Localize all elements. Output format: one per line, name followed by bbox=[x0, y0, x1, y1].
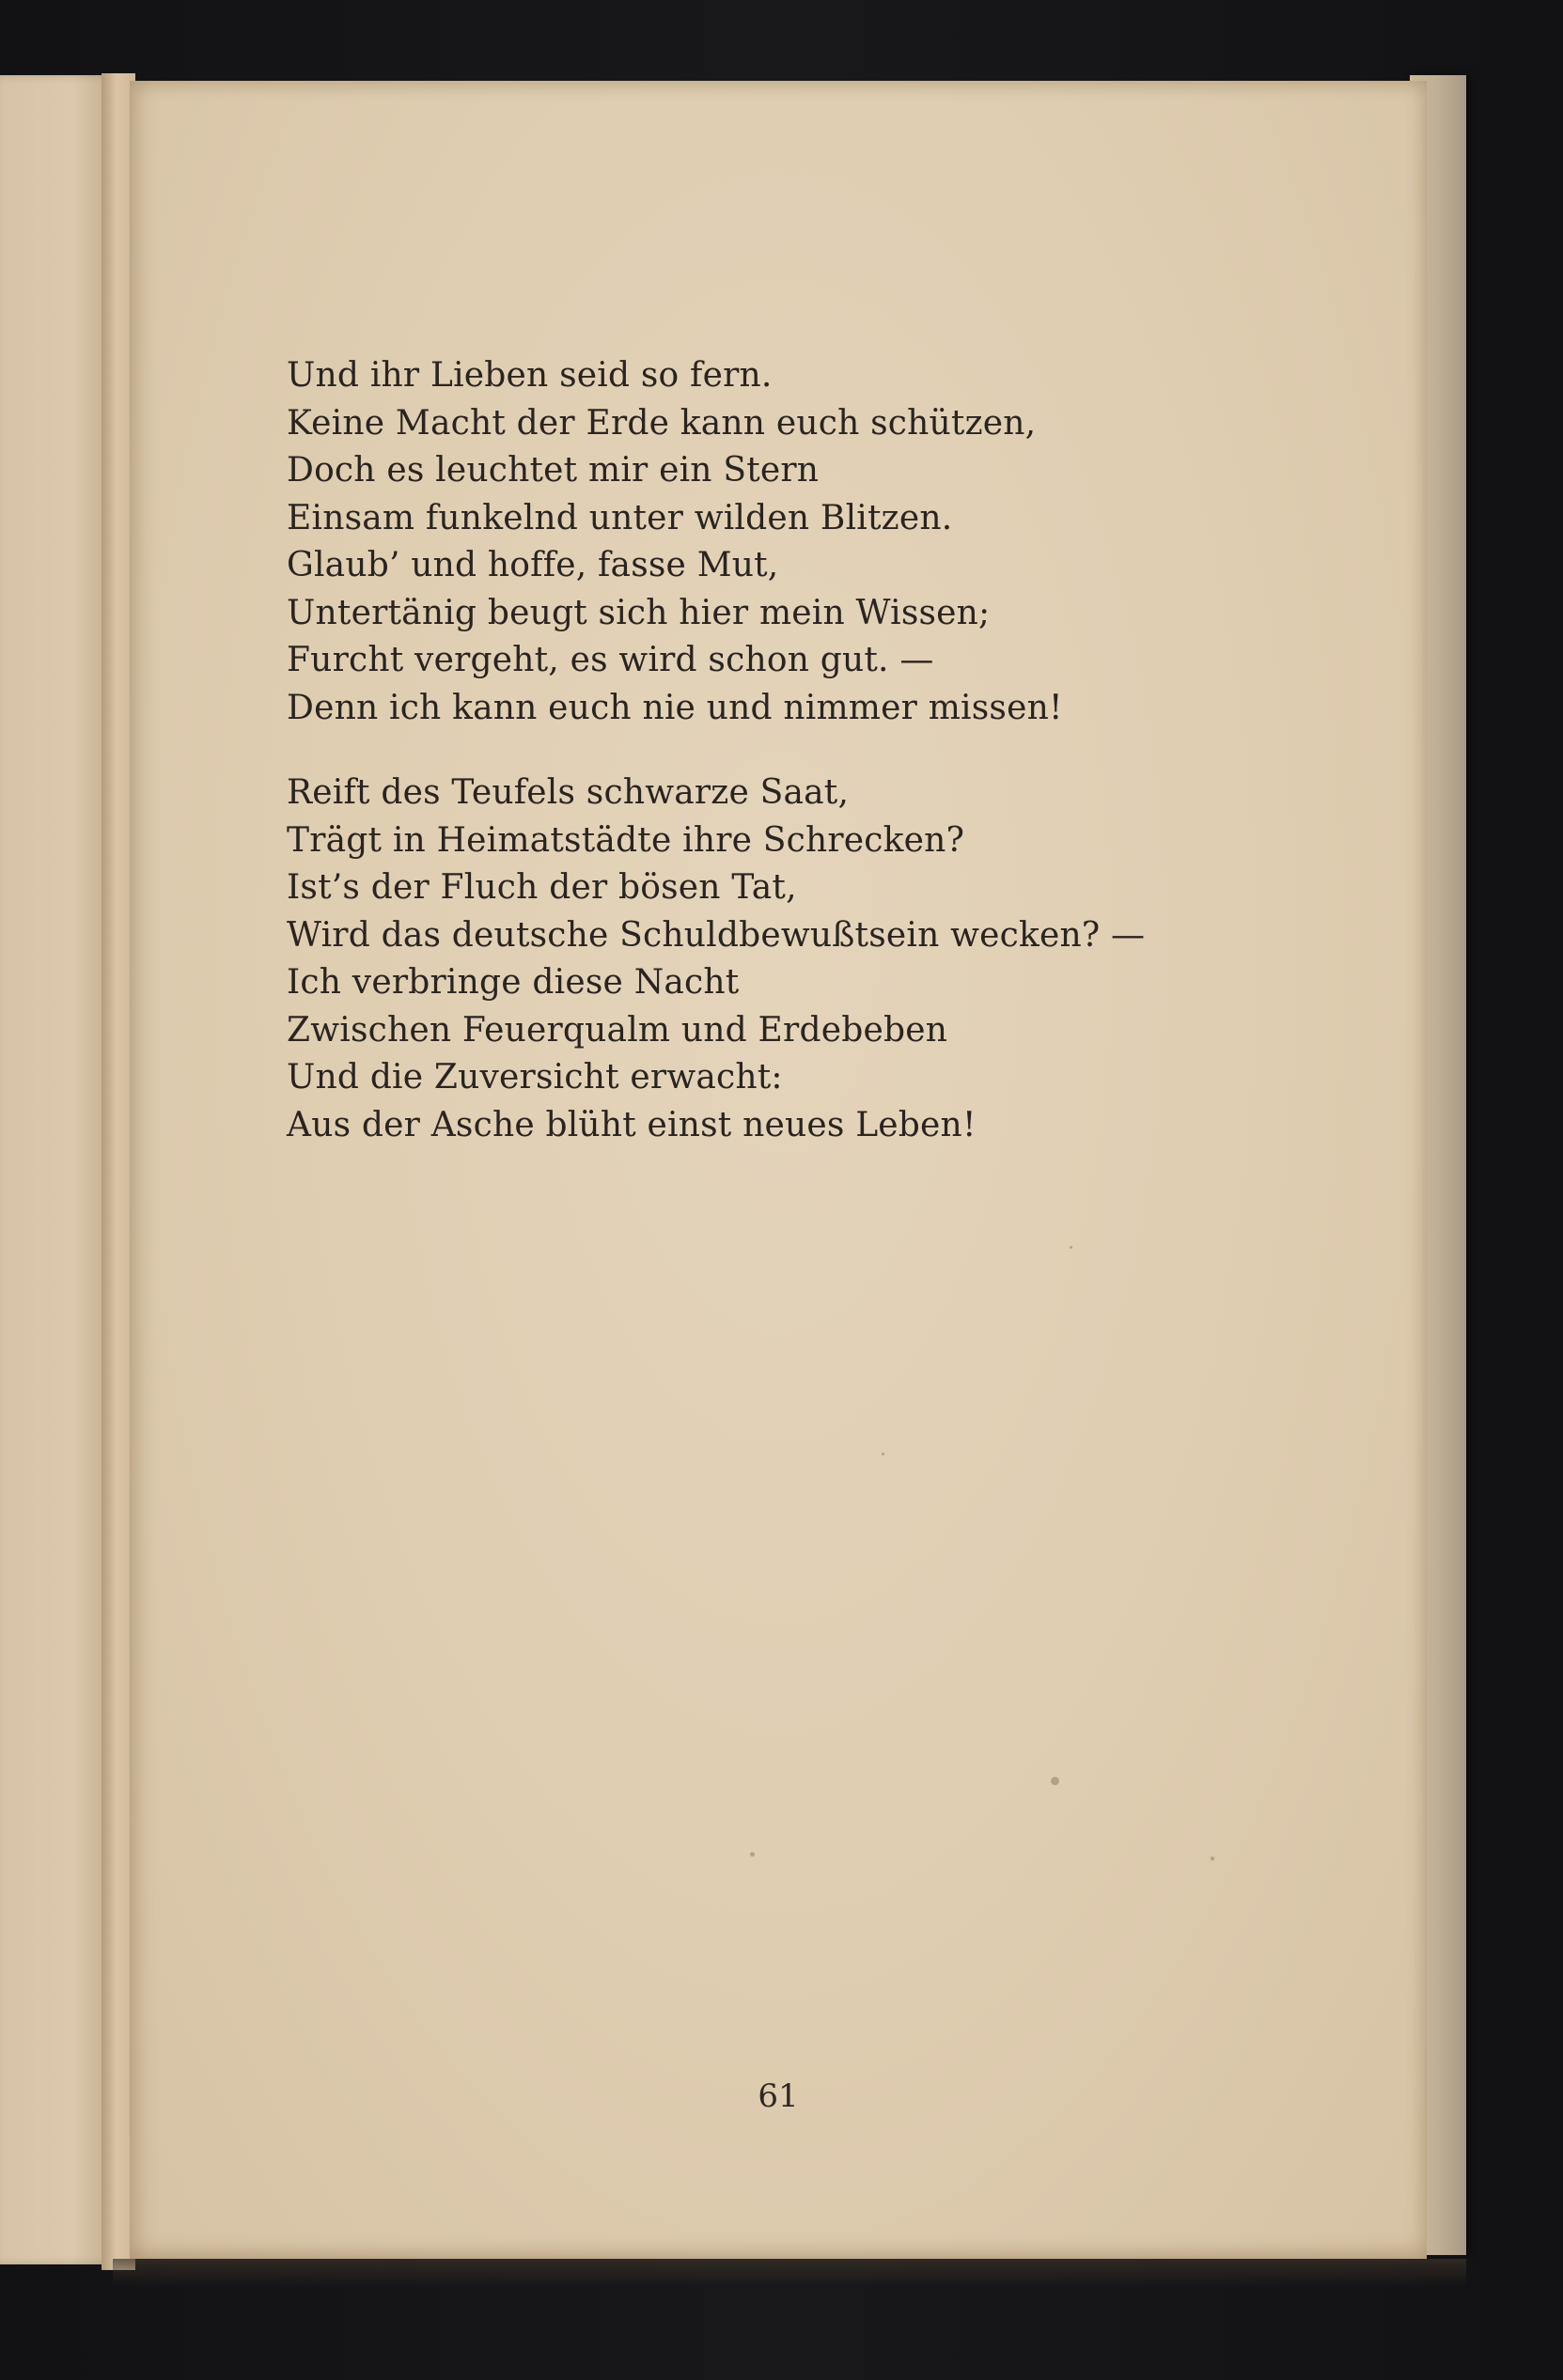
poem bbox=[287, 352, 1274, 1149]
stanza-2 bbox=[287, 770, 1274, 1149]
poem-line: Reift des Teufels schwarze Saat, bbox=[287, 773, 850, 812]
poem-line: Aus der Asche blüht einst neues Leben! bbox=[287, 1105, 977, 1144]
poem-line: Und ihr Lieben seid so fern. bbox=[287, 356, 773, 395]
poem-line: Wird das deutsche Schuldbewußtsein wecken? — bbox=[287, 915, 1146, 955]
poem-line: Trägt in Heimatstädte ihre Schrecken? bbox=[287, 820, 965, 860]
poem-line: Keine Macht der Erde kann euch schützen, bbox=[287, 403, 1037, 443]
poem-line: Doch es leuchtet mir ein Stern bbox=[287, 451, 820, 490]
poem-line: Furcht vergeht, es wird schon gut. — bbox=[287, 641, 934, 679]
poem-line: Ist’s der Fluch der bösen Tat, bbox=[287, 868, 797, 907]
paper-speck bbox=[1211, 1857, 1214, 1860]
poem-line: Ich verbringe diese Nacht bbox=[287, 963, 740, 1002]
poem-line: Untertänig beugt sich hier mein Wissen; bbox=[287, 593, 991, 632]
poem-line: Und die Zuversicht erwacht: bbox=[287, 1058, 783, 1097]
paper-speck bbox=[882, 1453, 884, 1455]
poem-line: Denn ich kann euch nie und nimmer missen! bbox=[287, 688, 1063, 727]
page-bottom-shadow bbox=[113, 2259, 1466, 2287]
paper-speck bbox=[1070, 1246, 1072, 1249]
poem-line: Glaub’ und hoffe, fasse Mut, bbox=[287, 546, 779, 584]
paper-speck bbox=[750, 1852, 755, 1857]
poem-line: Zwischen Feuerqualm und Erdebeben bbox=[287, 1010, 948, 1050]
stanza-1 bbox=[287, 352, 1274, 732]
page-number: 61 bbox=[758, 2077, 799, 2115]
poem-line: Einsam funkelnd unter wilden Blitzen. bbox=[287, 498, 953, 537]
paper-speck bbox=[1051, 1777, 1059, 1785]
